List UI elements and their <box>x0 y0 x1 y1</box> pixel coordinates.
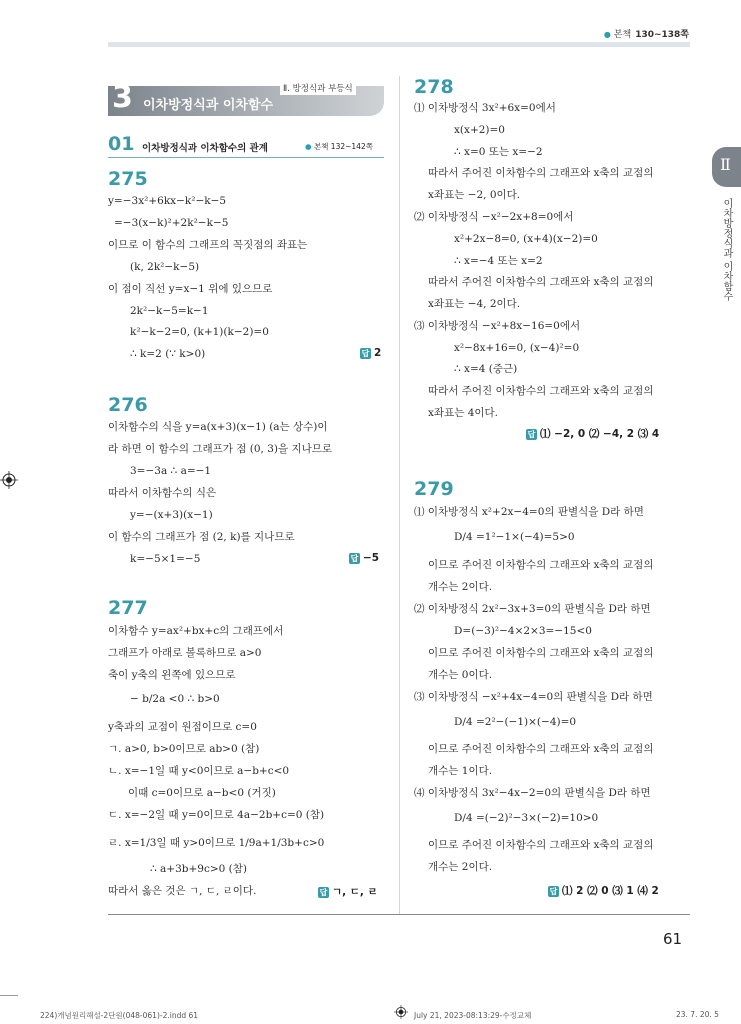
p275-line: k²−k−2=0, (k+1)(k−2)=0 <box>130 326 269 338</box>
p279-answer-text: ⑴ 2 ⑵ 0 ⑶ 1 ⑷ 2 <box>562 885 659 897</box>
bullet-icon: ● <box>603 30 611 39</box>
p278-line: 따라서 주어진 이차함수의 그래프와 x축의 교점의 <box>428 385 654 397</box>
p276-line: 이 함수의 그래프가 점 (2, k)를 지나므로 <box>108 531 295 543</box>
p275-line: (k, 2k²−k−5) <box>130 261 200 273</box>
bottom-rule <box>108 914 690 915</box>
p277-line: − b/2a <0 ∴ b>0 <box>130 693 220 705</box>
p275-line: 2k²−k−5=k−1 <box>130 305 209 317</box>
crop-mark <box>0 995 18 996</box>
p278-line: ⑵ 이차방정식 −x²−2x+8=0에서 <box>414 211 574 223</box>
p279-answer <box>548 883 659 898</box>
registration-mark-icon <box>0 471 18 489</box>
p276-line: y=−(x+3)(x−1) <box>130 509 213 521</box>
p279-line: ⑷ 이차방정식 3x²−4x−2=0의 판별식을 D라 하면 <box>414 787 651 799</box>
p277-line: 축이 y축의 왼쪽에 있으므로 <box>108 669 236 681</box>
p278-line: x(x+2)=0 <box>454 124 505 136</box>
footer-date: 23. 7. 20. 5 <box>676 1010 719 1019</box>
problem-number-277: 277 <box>108 597 148 619</box>
p278-answer-text: ⑴ −2, 0 ⑵ −4, 2 ⑶ 4 <box>540 428 660 440</box>
p279-line: 개수는 2이다. <box>428 861 493 873</box>
problem-number-276: 276 <box>108 394 148 416</box>
p279-line: 이므로 주어진 이차함수의 그래프와 x축의 교점의 <box>428 839 654 851</box>
p279-line: 개수는 0이다. <box>428 669 493 681</box>
p277-line: ∴ a+3b+9c>0 (참) <box>150 863 247 875</box>
footer-stamp: July 21, 2023-08:13:29-수정교체 <box>414 1011 532 1020</box>
p277-line: ㄴ. x=−1일 때 y<0이므로 a−b+c<0 <box>108 765 290 777</box>
section-title: 이차방정식과 이차함수의 관계 <box>142 143 268 154</box>
p278-line: 따라서 주어진 이차함수의 그래프와 x축의 교점의 <box>428 276 654 288</box>
p279-line: 이므로 주어진 이차함수의 그래프와 x축의 교점의 <box>428 647 654 659</box>
side-tab-label: 이차방정식과 이차함수 <box>721 198 732 302</box>
problem-number-275: 275 <box>108 168 148 190</box>
p276-line: k=−5×1=−5 <box>130 553 201 565</box>
p276-answer-text: −5 <box>363 552 380 564</box>
page-ref-label: 본책 <box>613 30 632 40</box>
p275-line: 이 점이 직선 y=x−1 위에 있으므로 <box>108 283 273 295</box>
column-divider <box>399 76 400 914</box>
p276-line: 라 하면 이 함수의 그래프가 점 (0, 3)을 지나므로 <box>108 443 333 455</box>
answer-icon: 답 <box>527 429 536 439</box>
p278-line: ⑶ 이차방정식 −x²+8x−16=0에서 <box>414 320 581 332</box>
unit-tag: Ⅱ. 방정식과 부등식 <box>280 81 356 95</box>
section-ref-text: 본책 132~142쪽 <box>313 142 373 151</box>
p277-answer <box>318 884 378 899</box>
p279-line: D/4 =1²−1×(−4)=5>0 <box>454 531 575 543</box>
p275-line: ∴ k=2 (∵ k>0) <box>130 348 206 360</box>
problem-number-278: 278 <box>414 76 454 98</box>
footer-file: 224)개념원리해설-2단원(048-061)-2.indd 61 <box>40 1011 199 1020</box>
p278-line: x²+2x−8=0, (x+4)(x−2)=0 <box>454 233 598 245</box>
p277-line: ㄹ. x=1/3일 때 y>0이므로 1/9a+1/3b+c>0 <box>108 837 325 849</box>
p275-line: =−3(x−k)²+2k²−k−5 <box>114 217 229 229</box>
p278-line: x좌표는 −2, 0이다. <box>428 189 521 201</box>
p276-line: 따라서 이차함수의 식은 <box>108 487 217 499</box>
p275-line: 이므로 이 함수의 그래프의 꼭짓점의 좌표는 <box>108 239 308 251</box>
p278-line: ⑴ 이차방정식 3x²+6x=0에서 <box>414 102 556 114</box>
p279-line: D/4 =(−2)²−3×(−2)=10>0 <box>454 812 599 824</box>
p279-line: ⑵ 이차방정식 2x²−3x+3=0의 판별식을 D라 하면 <box>414 603 651 615</box>
p278-line: x²−8x+16=0, (x−4)²=0 <box>454 342 580 354</box>
p279-line: 개수는 2이다. <box>428 581 493 593</box>
page-number: 61 <box>663 930 683 948</box>
page-reference <box>604 27 689 40</box>
p279-line: D/4 =2²−(−1)×(−4)=0 <box>454 716 577 728</box>
p279-line: ⑴ 이차방정식 x²+2x−4=0의 판별식을 D라 하면 <box>414 506 644 518</box>
answer-icon: 답 <box>350 553 359 563</box>
p278-line: ∴ x=4 (중근) <box>454 363 518 375</box>
answer-icon: 답 <box>361 348 370 358</box>
p275-line: y=−3x²+6kx−k²−k−5 <box>108 195 227 207</box>
p276-line: 이차함수의 식을 y=a(x+3)(x−1) (a는 상수)이 <box>108 421 328 433</box>
p277-line: 따라서 옳은 것은 ㄱ, ㄷ, ㄹ이다. <box>108 885 257 897</box>
p275-answer-text: 2 <box>374 347 382 359</box>
section-ref <box>305 141 373 152</box>
page-ref-range: 130~138쪽 <box>635 30 689 40</box>
answer-icon: 답 <box>319 887 328 897</box>
bullet-icon: ● <box>305 142 314 151</box>
p277-line: ㄷ. x=−2일 때 y=0이므로 4a−2b+c=0 (참) <box>108 809 325 821</box>
p277-line: 이차함수 y=ax²+bx+c의 그래프에서 <box>108 625 284 637</box>
p279-line: ⑶ 이차방정식 −x²+4x−4=0의 판별식을 D라 하면 <box>414 691 653 703</box>
problem-number-279: 279 <box>414 478 454 500</box>
side-tab-roman: Ⅱ <box>720 155 731 174</box>
p278-line: 따라서 주어진 이차함수의 그래프와 x축의 교점의 <box>428 167 654 179</box>
p276-line: 3=−3a ∴ a=−1 <box>130 465 212 477</box>
p278-line: x좌표는 4이다. <box>428 407 498 419</box>
p278-line: ∴ x=−4 또는 x=2 <box>454 255 543 267</box>
p277-line: ㄱ. a>0, b>0이므로 ab>0 (참) <box>108 743 260 755</box>
p277-line: 이때 c=0이므로 a−b<0 (거짓) <box>128 787 276 799</box>
registration-mark-icon <box>394 1005 408 1019</box>
chapter-number: 3 <box>112 80 133 115</box>
p277-answer-text: ㄱ, ㄷ, ㄹ <box>332 886 378 898</box>
section-rule <box>108 157 384 158</box>
p277-line: 그래프가 아래로 볼록하므로 a>0 <box>108 647 262 659</box>
chapter-title: 이차방정식과 이차함수 <box>143 98 274 113</box>
p278-line: x좌표는 −4, 2이다. <box>428 298 521 310</box>
p279-line: D=(−3)²−4×2×3=−15<0 <box>454 625 592 637</box>
section-number: 01 <box>108 133 135 155</box>
p277-line: y축과의 교점이 원점이므로 c=0 <box>108 721 257 733</box>
p279-line: 이므로 주어진 이차함수의 그래프와 x축의 교점의 <box>428 559 654 571</box>
p275-answer <box>360 347 381 359</box>
answer-icon: 답 <box>549 886 558 896</box>
top-rule <box>108 42 690 47</box>
p279-line: 개수는 1이다. <box>428 765 493 777</box>
p278-line: ∴ x=0 또는 x=−2 <box>454 146 543 158</box>
p276-answer <box>349 552 379 564</box>
p279-line: 이므로 주어진 이차함수의 그래프와 x축의 교점의 <box>428 743 654 755</box>
p278-answer <box>526 426 659 441</box>
